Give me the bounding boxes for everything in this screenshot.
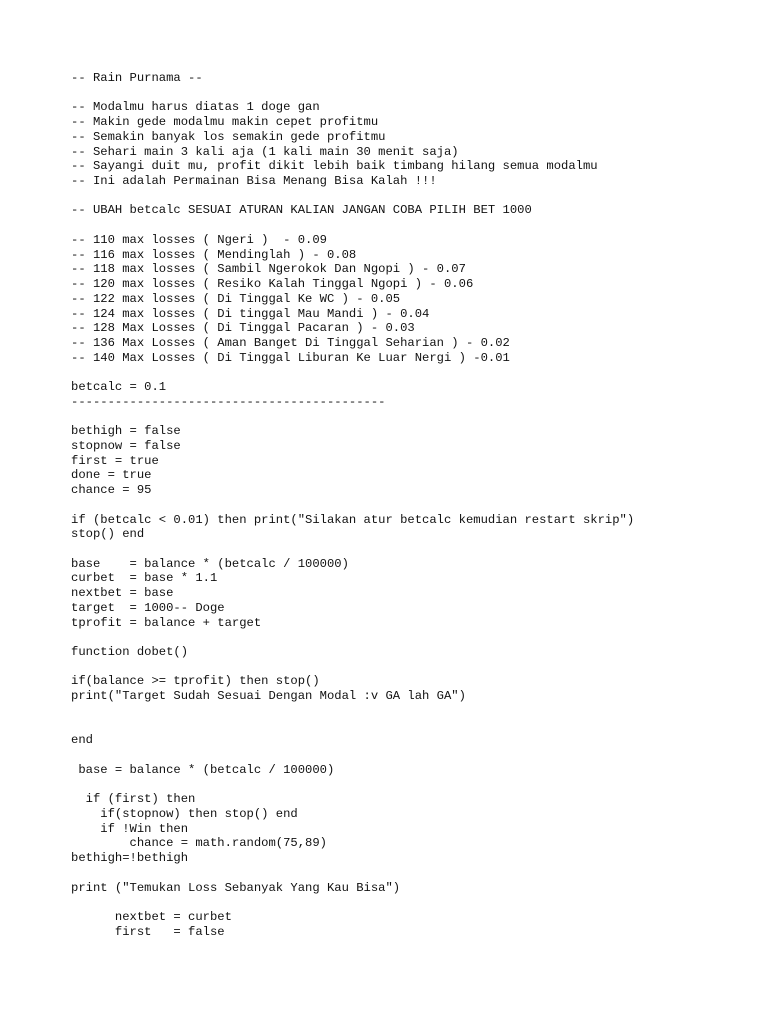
code-line: if(stopnow) then stop() end <box>71 806 298 821</box>
code-line: -- Makin gede modalmu makin cepet profitmu <box>71 115 379 130</box>
code-line <box>71 778 761 793</box>
code-line: -- 140 Max Losses ( Di Tinggal Liburan Ke Luar Nergi ) -0.01 <box>71 350 510 365</box>
code-line: if (first) then <box>71 792 196 807</box>
code-line: chance = math.random(75,89) <box>71 836 327 851</box>
code-line <box>71 542 761 557</box>
code-line: -- Semakin banyak los semakin gede profitmu <box>71 129 386 144</box>
code-line <box>71 498 761 513</box>
code-line: tprofit = balance + target <box>71 615 262 630</box>
code-line: print ("Temukan Loss Sebanyak Yang Kau Bisa") <box>71 880 401 895</box>
code-line: base = balance * (betcalc / 100000) <box>71 762 335 777</box>
code-line: first = false <box>71 924 225 939</box>
code-line: -- 110 max losses ( Ngeri ) - 0.09 <box>71 232 327 247</box>
code-line: ------------------------------------------- <box>71 394 386 409</box>
code-line: print("Target Sudah Sesuai Dengan Modal :v GA lah GA") <box>71 689 466 704</box>
code-line: base = balance * (betcalc / 100000) <box>71 556 349 571</box>
code-line <box>71 86 761 101</box>
code-line: -- Rain Purnama -- <box>71 71 203 85</box>
code-line: -- Ini adalah Permainan Bisa Menang Bisa Kalah !!! <box>71 174 437 189</box>
code-line <box>71 218 761 233</box>
code-line: if (betcalc < 0.01) then print("Silakan atur betcalc kemudian restart skrip") <box>71 512 635 527</box>
code-line: stop() end <box>71 527 145 542</box>
code-line: -- Sayangi duit mu, profit dikit lebih baik timbang hilang semua modalmu <box>71 159 598 174</box>
code-line: if !Win then <box>71 821 189 836</box>
code-line: done = true <box>71 468 152 483</box>
code-line: -- 136 Max Losses ( Aman Banget Di Tinggal Seharian ) - 0.02 <box>71 335 510 350</box>
code-line: betcalc = 0.1 <box>71 380 167 395</box>
code-line: function dobet() <box>71 645 189 660</box>
code-line <box>71 630 761 645</box>
code-line: -- Modalmu harus diatas 1 doge gan <box>71 100 320 115</box>
code-line: -- 116 max losses ( Mendinglah ) - 0.08 <box>71 247 357 262</box>
code-line: chance = 95 <box>71 483 152 498</box>
code-line: target = 1000-- Doge <box>71 600 225 615</box>
code-line: if(balance >= tprofit) then stop() <box>71 674 320 689</box>
code-line <box>71 719 761 734</box>
code-document <box>71 71 761 939</box>
code-line: nextbet = curbet <box>71 909 232 924</box>
code-line <box>71 660 761 675</box>
code-line: -- Sehari main 3 kali aja (1 kali main 30 menit saja) <box>71 144 459 159</box>
code-line: end <box>71 733 93 748</box>
code-line <box>71 410 761 425</box>
code-line: first = true <box>71 453 159 468</box>
code-line: -- 118 max losses ( Sambil Ngerokok Dan Ngopi ) - 0.07 <box>71 262 466 277</box>
code-line: -- 120 max losses ( Resiko Kalah Tinggal Ngopi ) - 0.06 <box>71 277 474 292</box>
code-line <box>71 189 761 204</box>
code-line <box>71 895 761 910</box>
code-line <box>71 365 761 380</box>
code-line: -- 124 max losses ( Di tinggal Mau Mandi ) - 0.04 <box>71 306 430 321</box>
code-line: -- 128 Max Losses ( Di Tinggal Pacaran ) - 0.03 <box>71 321 415 336</box>
code-line <box>71 704 761 719</box>
code-line <box>71 748 761 763</box>
code-line: curbet = base * 1.1 <box>71 571 218 586</box>
code-line: bethigh = false <box>71 424 181 439</box>
code-line: stopnow = false <box>71 438 181 453</box>
code-line: nextbet = base <box>71 586 174 601</box>
code-line: -- UBAH betcalc SESUAI ATURAN KALIAN JANGAN COBA PILIH BET 1000 <box>71 203 532 218</box>
code-line: -- 122 max losses ( Di Tinggal Ke WC ) - 0.05 <box>71 291 401 306</box>
code-line <box>71 866 761 881</box>
code-line: bethigh=!bethigh <box>71 851 189 866</box>
